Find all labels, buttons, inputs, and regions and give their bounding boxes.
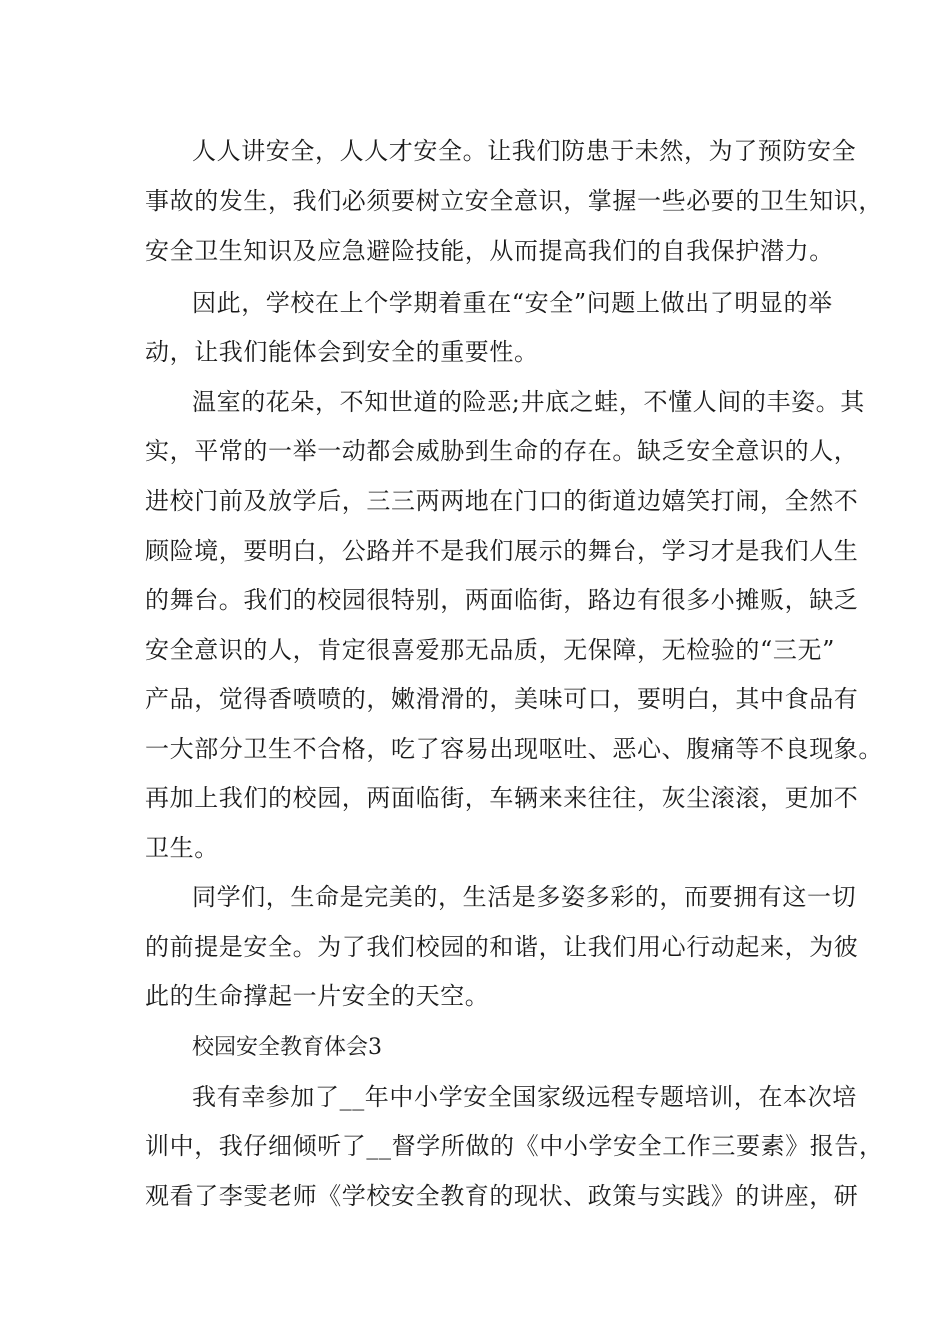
paragraph-3-line-4: 顾险境，要明白，公路并不是我们展示的舞台，学习才是我们人生 — [145, 537, 859, 565]
paragraph-1-line-2: 事故的发生，我们必须要树立安全意识，掌握一些必要的卫生知识， — [145, 187, 883, 215]
paragraph-1-line-3: 安全卫生知识及应急避险技能，从而提高我们的自我保护潜力。 — [145, 237, 834, 265]
paragraph-3-line-5: 的舞台。我们的校园很特别，两面临街，路边有很多小摊贩，缺乏 — [145, 586, 859, 614]
paragraph-3-line-8: 一大部分卫生不合格，吃了容易出现呕吐、恶心、腹痛等不良现象。 — [145, 735, 883, 763]
paragraph-1-line-1: 人人讲安全，人人才安全。让我们防患于未然，为了预防安全 — [192, 137, 857, 165]
paragraph-3-line-2: 实，平常的一举一动都会威胁到生命的存在。缺乏安全意识的人， — [145, 437, 859, 465]
section-heading: 校园安全教育体会3 — [192, 1035, 382, 1060]
paragraph-3-line-3: 进校门前及放学后，三三两两地在门口的街道边嬉笑打闹，全然不 — [145, 487, 859, 515]
paragraph-3-line-10: 卫生。 — [145, 834, 219, 862]
paragraph-3-line-6: 安全意识的人，肯定很喜爱那无品质，无保障，无检验的“三无” — [145, 636, 835, 664]
paragraph-2-line-1: 因此，学校在上个学期着重在“安全”问题上做出了明显的举 — [192, 289, 833, 317]
paragraph-3-line-7: 产品，觉得香喷喷的，嫩滑滑的，美味可口，要明白，其中食品有 — [145, 685, 859, 713]
paragraph-3-line-1: 温室的花朵，不知世道的险恶;井底之蛙，不懂人间的丰姿。其 — [192, 388, 865, 416]
paragraph-5-line-1: 我有幸参加了__年中小学安全国家级远程专题培训，在本次培 — [192, 1083, 857, 1111]
paragraph-4-line-3: 此的生命撑起一片安全的天空。 — [145, 982, 490, 1010]
paragraph-5-line-2: 训中，我仔细倾听了__督学所做的《中小学安全工作三要素》报告， — [145, 1132, 884, 1160]
paragraph-4-line-1: 同学们，生命是完美的，生活是多姿多彩的，而要拥有这一切 — [192, 883, 857, 911]
paragraph-4-line-2: 的前提是安全。为了我们校园的和谐，让我们用心行动起来，为彼 — [145, 933, 859, 961]
paragraph-5-line-3: 观看了李雯老师《学校安全教育的现状、政策与实践》的讲座，研 — [145, 1182, 859, 1210]
paragraph-3-line-9: 再加上我们的校园，两面临街，车辆来来往往，灰尘滚滚，更加不 — [145, 784, 859, 812]
paragraph-2-line-2: 动，让我们能体会到安全的重要性。 — [145, 338, 539, 366]
